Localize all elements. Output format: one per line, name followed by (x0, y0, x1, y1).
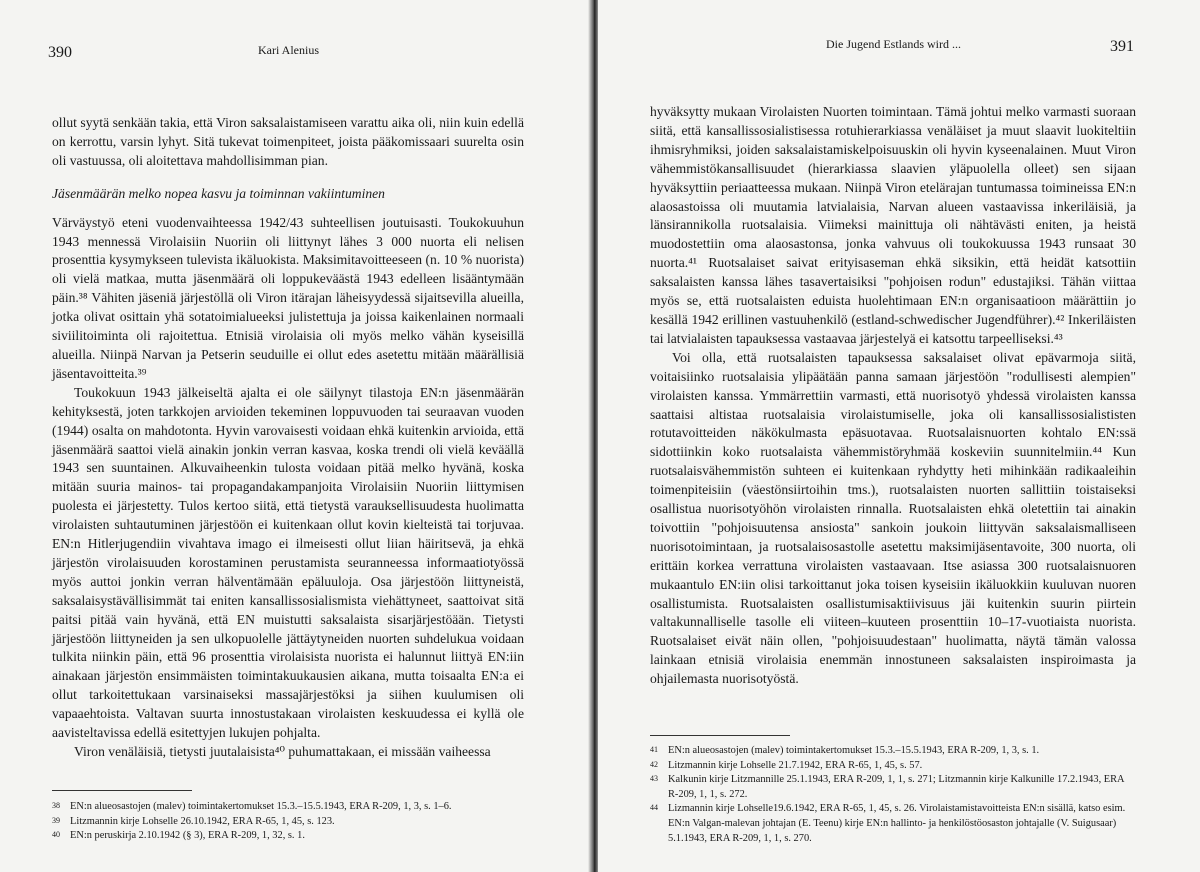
paragraph: Viron venäläisiä, tietysti juutalaisista⁴⁰ puhumattakaan, ei missään vaiheessa (74, 744, 491, 759)
running-head: Die Jugend Estlands wird ... (826, 37, 961, 51)
footnote-mark: 39 (52, 815, 60, 825)
running-head: Kari Alenius (258, 43, 319, 57)
footnote-text: EN:n alueosastojen (malev) toimintakertomukset 15.3.–15.5.1943, ERA R-209, 1, 3, s. 1. (668, 745, 1040, 756)
section-heading: Jäsenmäärän melko nopea kasvu ja toiminnan vakiintuminen (52, 185, 385, 201)
footnote (52, 815, 524, 830)
footnote-text: EN:n peruskirja 2.10.1942 (§ 3), ERA R-209, 1, 32, s. 1. (70, 830, 305, 842)
paragraph: Voi olla, että ruotsalaisten tapauksessa saksalaiset olivat epävarmoja siitä, voitaisiinko ruotsalaisia ylipäätään panna samaan järjestöön "rodullisesti alempien" virolaisten kanssa. Ymmärrettiin varmasti, että nuorisotyö yhdessä virolaisten kanssa saattaisi altistaa ruotsalaisia virolaistumiselle, joka oli kansallissosialististen rotutavoitteiden näkökulmasta epäsuotavaa. Ruotsalaisnuorten kohtalo EN:ssä sidottiinkin koko ruotsalaista vähemmistöryhmää koskeviin suunnitelmiin.⁴⁴ Kun ruotsalaisvähemmistön suhteen ei kuitenkaan ryhdytty heti mihinkään radikaaleihin toimenpiteisiin (väestönsiirtoihin tms.), ruotsalaisten nuorten sallittiin toistaiseksi osallistua nuorisotyöhön virolaisten rinnalla. Ruotsalaisten ehkä oletettiin tai ainakin toivottiin "pohjoisuutensa ansiosta" sankoin joukoin liittyvän saksalaismalliseen nuorisotoimintaan, ja ruotsalaisosastolle asetettu maksimijäsentavoite, 300 nuorta, oli erittäin korkea verrattuna virolaisten vastaavaan. Itse asiassa 300 ruotsalaisnuoren mukaantulo EN:iin olisi tarkoittanut joka toisen kyseisiin ikäluokkiin kuuluvan nuoren osallistumista. Ruotsalaisten osallistumisaktiivisuus jäi kuitenkin suurin piirtein valtakunnalliselle tasolle eli viiteen–kuuteen prosenttiin 10–17-vuotiaista nuorista. Ruotsalaiset eivät näin ollen, "pohjoisuudestaan" huolimatta, näytä tämän valossa lainkaan etnisiä virolaisia enemmän innostuneen saksalaisten inspiroimasta ja ohjailemasta nuorisotyöstä. (650, 349, 1136, 687)
paragraph: ollut syytä senkään takia, että Viron saksalaistamiseen varattu aika oli, niin kuin edellä on kerrottu, varsin lyhyt. Sitä tukevat toimenpiteet, joista pääkomissaari suurelta osin oli vastuussa, oli aloitettava mahdollisimman pian. (52, 115, 524, 168)
footnote (52, 829, 524, 844)
footnote-mark: 43 (650, 774, 658, 784)
paragraph: hyväksytty mukaan Virolaisten Nuorten toimintaan. Tämä johtui melko varmasti suoraan siitä, että kansallissosialistisessa rotuhierarkiassa venäläiset ja muut slaavit luokiteltiin ihmisryhmiksi, joiden saksalaistamiskelpoisuuskin oli hyvin kyseenalainen. Muut Viron vähemmistökansallisuudet (hierarkiassa slaavien yläpuolella olleet) sen sijaan hyväksyttiin periaatteessa mukaan. Niinpä Viron etelärajan tuntumassa toimineissa EN:n alaosastoissa oli muutamia latvialaisia, Narvan alueen vastaavissa inkeriläisiä, ja länsirannikolla ruotsalaisia. Viimeksi mainittuja oli nähtävästi eniten, ja heistä muodostettiin oma alaosastonsa, jonka vahvuus oli toukokuussa 1943 runsaat 30 nuorta.⁴¹ Ruotsalaiset saivat erityisaseman ehkä siksikin, että heidät katsottiin saksalaisten kanssa lähes tasavertaisiksi "pohjoisen rodun" edustajiksi. Tähän viittaa myös se, että ruotsalaisten eduista huolehtimaan EN:n organisaatioon määrättiin jo kesällä 1942 erillinen vastuuhenkilö (estland-schwedischer Jugendführer).⁴² Inkeriläisten tai latvialaisten tapauksessa vastaavaa järjestelyä ei katsottu tarpeelliseksi.⁴³ (650, 104, 1136, 346)
page-number: 391 (1110, 38, 1134, 55)
footnote-mark: 41 (650, 745, 658, 754)
footnote-rule (52, 790, 192, 791)
footnote (650, 802, 1136, 846)
footnote-text: Litzmannin kirje Lohselle 26.10.1942, ERA R-65, 1, 45, s. 123. (70, 815, 335, 827)
left-page (0, 0, 590, 872)
footnote-mark: 38 (52, 801, 60, 810)
footnote-text: EN:n alueosastojen (malev) toimintakertomukset 15.3.–15.5.1943, ERA R-209, 1, 3, s. 1–6. (70, 801, 452, 812)
body-text (650, 103, 1136, 689)
footnotes (650, 744, 1136, 846)
footnote (52, 800, 524, 815)
paragraph: Toukokuun 1943 jälkeiseltä ajalta ei ole säilynyt tilastoja EN:n jäsenmäärän kehityksestä, joten tarkkojen arvioiden tekeminen loppuvuoden tai seuraavan vuoden (1944) osalta on mahdotonta. Hyvin varovaisesti voidaan ehkä kuitenkin arvioida, että jäsenmäärä saattoi vielä ainakin jonkin verran kasvaa, koska trendi oli vielä keväällä 1943 sen suuntainen. Alkuvaiheenkin tulosta voidaan pitää melko hyvänä, koska mitään suuria mainos- tai propagandakampanjoita Virolaisiin Nuoriin liittymisen puolesta ei järjestetty. Tulos kertoo siitä, että tietystä varauksellisuudesta huolimatta virolaisten suhtautuminen järjestöön ei kuitenkaan ollut kovin kielteistä tai torjuvaa. EN:n Hitlerjugendiin vivahtava imago ei ilmeisesti ollut liian häiritsevä, ja ehkä järjestön virolaisuuden korostaminen perustamista seuranneessa informaatiotyössä myös auttoi jonkin verran hälventämään epäluuloja. Osa järjestöön liittyneistä, saksalaisystävällisimmät tai eniten kansallissosialismista viehättyneet, saattoivat sitä paitsi pitää vain hyvänä, että EN muistutti saksalaista sisarjärjestöään. Tietysti järjestöön liittyneiden ja sen ulkopuolelle jättäytyneiden nuorten suhdelukua voidaan tulkita niinkin päin, että 96 prosenttia virolaisista nuorista ei halunnut liittyä EN:iin ainakaan järjestön ensimmäisten toimintakuukausien aikana, mutta toisaalta EN:a ei ollut tarkoitettukaan varsinaiseksi massajärjestöksi ja siihen kuulumisen oli vapaaehtoista. Valtavan suurta innostustakaan virolaisten keskuudessa ei kyllä ole aavisteltavissa edellä esitettyjen lukujen pohjalta. (52, 384, 524, 741)
footnote (650, 773, 1136, 802)
footnote-mark: 42 (650, 759, 658, 769)
page-number: 390 (48, 44, 72, 61)
footnote (650, 759, 1136, 774)
paragraph: Värväystyö eteni vuodenvaihteessa 1942/43 suhteellisen joutuisasti. Toukokuuhun 1943 mennessä Virolaisiin Nuoriin oli liittynyt lähes 3 000 nuorta eli nelisen prosenttia kysymykseen tulevista ikäluokista. Maksimitavoitteeseen (n. 10 % nuorista) oli vielä matkaa, mutta jäsenmäärä oli loppukeväästä 1943 edelleen lisääntymään päin.³⁸ Vähiten jäseniä järjestöllä oli Viron itärajan läheisyydessä sijaitsevilla alueilla, jotka olivat osittain yhä sotatoimialueeksi julistettuja ja joissa kaikenlainen normaali siviilitoiminta oli rajoitettua. Etnisiä virolaisia oli myös melko vähän kyseisillä alueilla. Niinpä Narvan ja Petserin seuduille ei ollut edes asetettu mitään määrällisiä jäsentavoitteita.³⁹ (52, 214, 524, 381)
footnote-text: Litzmannin kirje Lohselle 21.7.1942, ERA R-65, 1, 45, s. 57. (668, 759, 923, 771)
footnote-text: Kalkunin kirje Litzmannille 25.1.1943, ERA R-209, 1, 1, s. 271; Litzmannin kirje Kalkunille 17.2.1943, ERA R-209, 1, 1, s. 272. (668, 774, 1124, 800)
footnote-rule (650, 735, 790, 736)
footnote-mark: 40 (52, 830, 60, 840)
footnotes (52, 800, 524, 844)
body-text (52, 114, 524, 762)
footnote (650, 744, 1136, 759)
footnote-text: Lizmannin kirje Lohselle19.6.1942, ERA R-65, 1, 45, s. 26. Virolaistamistavoitteista EN:n sisällä, katso esim. EN:n Valgan-malevan johtajan (E. Teenu) kirje EN:n hallinto- ja henkilöstöosaston johtajalle (V. Suigusaar) 5.1.1943, ERA R-209, 1, 1, s. 270. (668, 803, 1126, 844)
right-page (598, 0, 1200, 872)
footnote-mark: 44 (650, 803, 658, 813)
